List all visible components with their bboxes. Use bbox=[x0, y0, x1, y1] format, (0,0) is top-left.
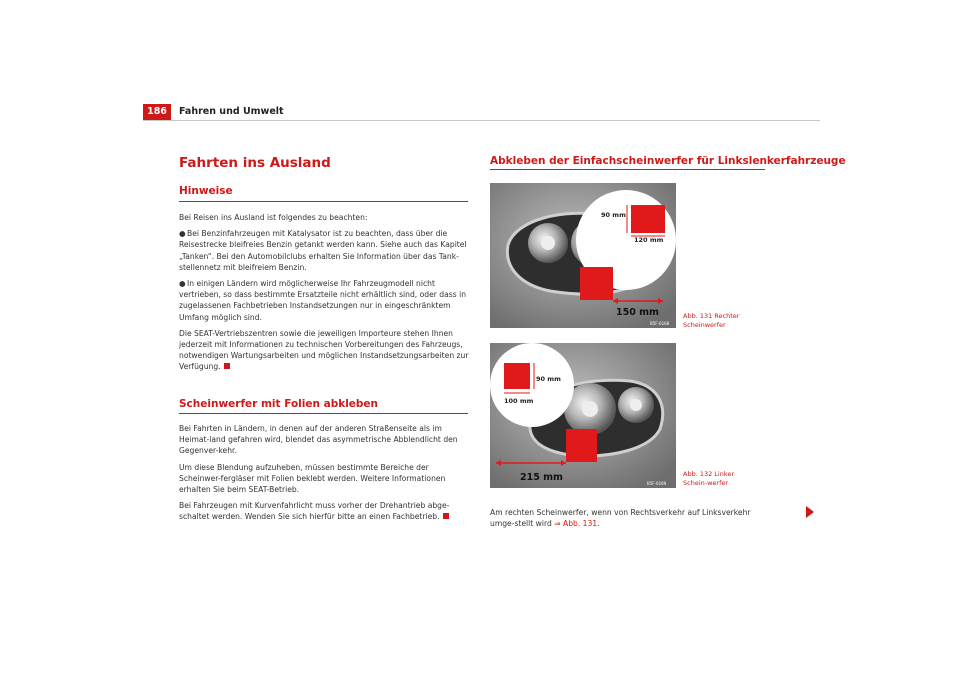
section-heading-hinweise: Hinweise bbox=[179, 185, 233, 197]
dimension-label: 100 mm bbox=[504, 397, 534, 405]
bullet-text: In einigen Ländern wird möglicherweise Ihr Fahrzeugmodell nicht vertrieben, so dass bestimmte Ersatzteile nicht erhältlich sind, oder dass in zugelassenen Fachbetrieben Instandsetzungen nur in eingeschränktem Umfang möglich sind. bbox=[179, 279, 467, 322]
intro-text: Bei Reisen ins Ausland ist folgendes zu beachten: bbox=[179, 213, 368, 222]
right-heading: Abkleben der Einfachscheinwerfer für Linkslenkerfahrzeuge bbox=[490, 155, 846, 167]
bullet-dot-icon: ● bbox=[179, 229, 186, 239]
paragraph-text: Am rechten Scheinwerfer, wenn von Rechtsverkehr auf Linksverkehr umge-stellt wird bbox=[490, 508, 751, 529]
section-end-icon bbox=[443, 513, 449, 519]
hinweise-text bbox=[179, 212, 469, 378]
section-rule bbox=[179, 413, 468, 414]
section-rule bbox=[179, 201, 468, 202]
dimension-label: 90 mm bbox=[601, 211, 626, 219]
dimension-label: 120 mm bbox=[634, 236, 664, 244]
tape-legend bbox=[504, 363, 530, 389]
punctuation: . bbox=[597, 519, 600, 529]
figure-reference-link[interactable]: ⇒ Abb. 131 bbox=[554, 519, 598, 529]
section-rule bbox=[490, 169, 765, 170]
paragraph-text: Die SEAT-Vertriebszentren sowie die jeweiligen Importeure stehen Ihnen jederzeit mit Informationen zu technischen Vorbereitungen des Fahrzeugs, notwendigen Wartungsarbeiten und möglichen Instandsetzungsarbeiten zur Verfügung. bbox=[179, 328, 469, 372]
paragraph bbox=[179, 328, 469, 373]
paragraph-text: Bei Fahrzeugen mit Kurvenfahrlicht muss vorher der Drehantrieb abge-schaltet werden. Wenden Sie sich hierfür bitte an einen Fachbetrieb. bbox=[179, 501, 450, 522]
tape-legend bbox=[631, 205, 665, 233]
dimension-label: 215 mm bbox=[520, 472, 563, 483]
section-end-icon bbox=[224, 363, 230, 369]
next-page-arrow-icon[interactable] bbox=[806, 506, 814, 518]
chapter-title: Fahren und Umwelt bbox=[179, 106, 284, 117]
figure-left-headlight bbox=[490, 343, 676, 488]
paragraph: Bei Fahrten in Ländern, in denen auf der anderen Straßenseite als im Heimat-land gefahren wird, blendet das asymmetrische Abblendlicht den Gegenver-kehr. bbox=[179, 424, 458, 456]
figure-code: B5F-0169 bbox=[647, 481, 667, 486]
tape-area bbox=[580, 267, 613, 300]
tape-area bbox=[566, 429, 597, 462]
headlight-image bbox=[490, 343, 676, 488]
page-number: 186 bbox=[143, 104, 171, 120]
scheinwerfer-text bbox=[179, 423, 469, 528]
bullet-item bbox=[179, 228, 469, 273]
main-heading: Fahrten ins Ausland bbox=[179, 155, 331, 171]
body-text bbox=[490, 507, 770, 529]
dimension-label: 90 mm bbox=[536, 375, 561, 383]
figure-code: B5F-0168 bbox=[650, 321, 670, 326]
figure-caption: Abb. 131 Rechter Scheinwerfer bbox=[683, 312, 740, 329]
figure-caption: Abb. 132 Linker Schein-werfer bbox=[683, 470, 735, 487]
header-divider bbox=[143, 120, 820, 121]
bullet-item bbox=[179, 278, 469, 323]
bullet-text: Bei Benzinfahrzeugen mit Katalysator ist zu beachten, dass über die Reisestrecke bleifreies Benzin getankt werden kann. Siehe auch das Kapitel „Tanken“. Bei den Automobilclubs erhalten Sie Information über das Tank-stellennetz mit bleifreiem Benzin. bbox=[179, 229, 467, 272]
paragraph: Um diese Blendung aufzuheben, müssen bestimmte Bereiche der Scheinwer-fergläser mit Folien beklebt werden. Weitere Informationen erhalten Sie beim SEAT-Betrieb. bbox=[179, 462, 446, 495]
paragraph bbox=[179, 500, 469, 522]
bullet-dot-icon: ● bbox=[179, 279, 186, 289]
dimension-label: 150 mm bbox=[616, 307, 659, 318]
section-heading-scheinwerfer: Scheinwerfer mit Folien abkleben bbox=[179, 398, 379, 410]
figure-right-headlight bbox=[490, 183, 676, 328]
